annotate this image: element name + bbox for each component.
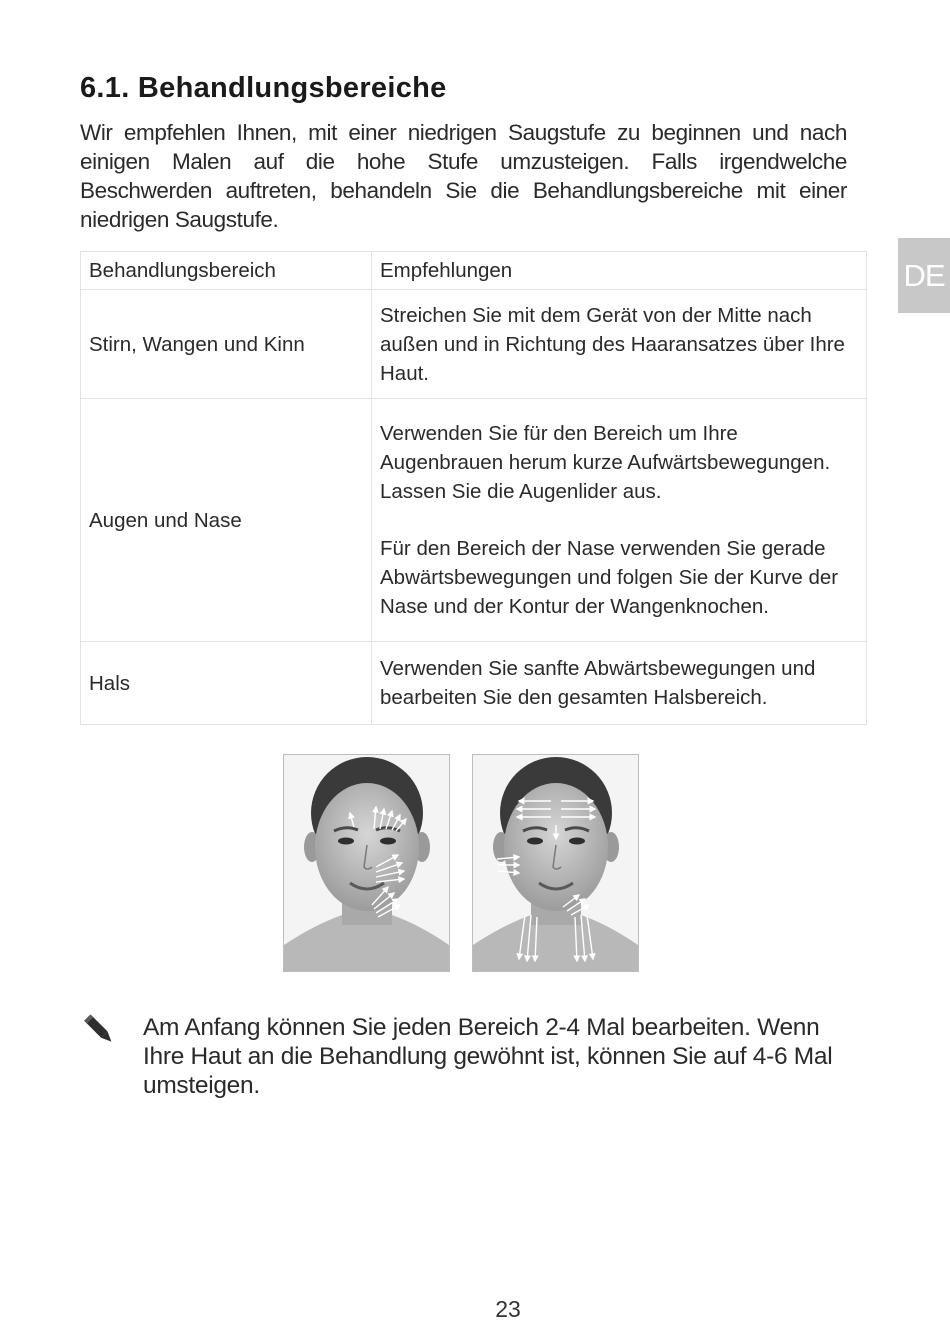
area-cell: Augen und Nase bbox=[81, 399, 372, 642]
face-illustration-upward-strokes bbox=[283, 754, 450, 972]
treatment-areas-table bbox=[80, 251, 867, 725]
column-header-recommendations: Empfehlungen bbox=[372, 252, 867, 290]
language-tab: DE bbox=[898, 238, 950, 313]
table-row bbox=[81, 290, 867, 399]
area-cell: Stirn, Wangen und Kinn bbox=[81, 290, 372, 399]
recommendation-text: Verwenden Sie für den Bereich um Ihre Augenbrauen herum kurze Aufwärtsbewegungen. Lassen Sie die Augenlider aus. bbox=[380, 422, 831, 503]
recommendation-text: Für den Bereich der Nase verwenden Sie gerade Abwärtsbewegungen und folgen Sie der Kurve der Nase und der Kontur der Wangenknochen. bbox=[380, 537, 839, 618]
face-illustration-horizontal-downward-strokes bbox=[472, 754, 639, 972]
note-text: Am Anfang können Sie jeden Bereich 2-4 Mal bearbeiten. Wenn Ihre Haut an die Behandlung gewöhnt ist, können Sie auf 4-6 Mal umsteigen. bbox=[143, 1014, 833, 1099]
table-row bbox=[81, 399, 867, 642]
section-heading: 6.1. Behandlungsbereiche bbox=[80, 72, 447, 104]
recommendation-text: Verwenden Sie sanfte Abwärtsbewegungen und bearbeiten Sie den gesamten Halsbereich. bbox=[380, 657, 816, 709]
intro-paragraph: Wir empfehlen Ihnen, mit einer niedrigen Saugstufe zu beginnen und nach einigen Malen auf die hohe Stufe umzusteigen. Falls irgendwelche Beschwerden auftreten, behandeln Sie die Behandlungsbereiche mit einer niedrigen Saugstufe. bbox=[80, 120, 847, 232]
recommendation-cell bbox=[372, 290, 867, 399]
recommendation-text: Streichen Sie mit dem Gerät von der Mitte nach außen und in Richtung des Haaransatzes über Ihre Haut. bbox=[380, 303, 845, 385]
area-cell: Hals bbox=[81, 642, 372, 725]
column-header-area: Behandlungsbereich bbox=[81, 252, 372, 290]
recommendation-cell bbox=[372, 642, 867, 725]
pencil-icon bbox=[78, 1009, 120, 1051]
recommendation-cell bbox=[372, 399, 867, 642]
page-number: 23 bbox=[495, 1296, 521, 1322]
table-header-row bbox=[81, 252, 867, 290]
table-row bbox=[81, 642, 867, 725]
